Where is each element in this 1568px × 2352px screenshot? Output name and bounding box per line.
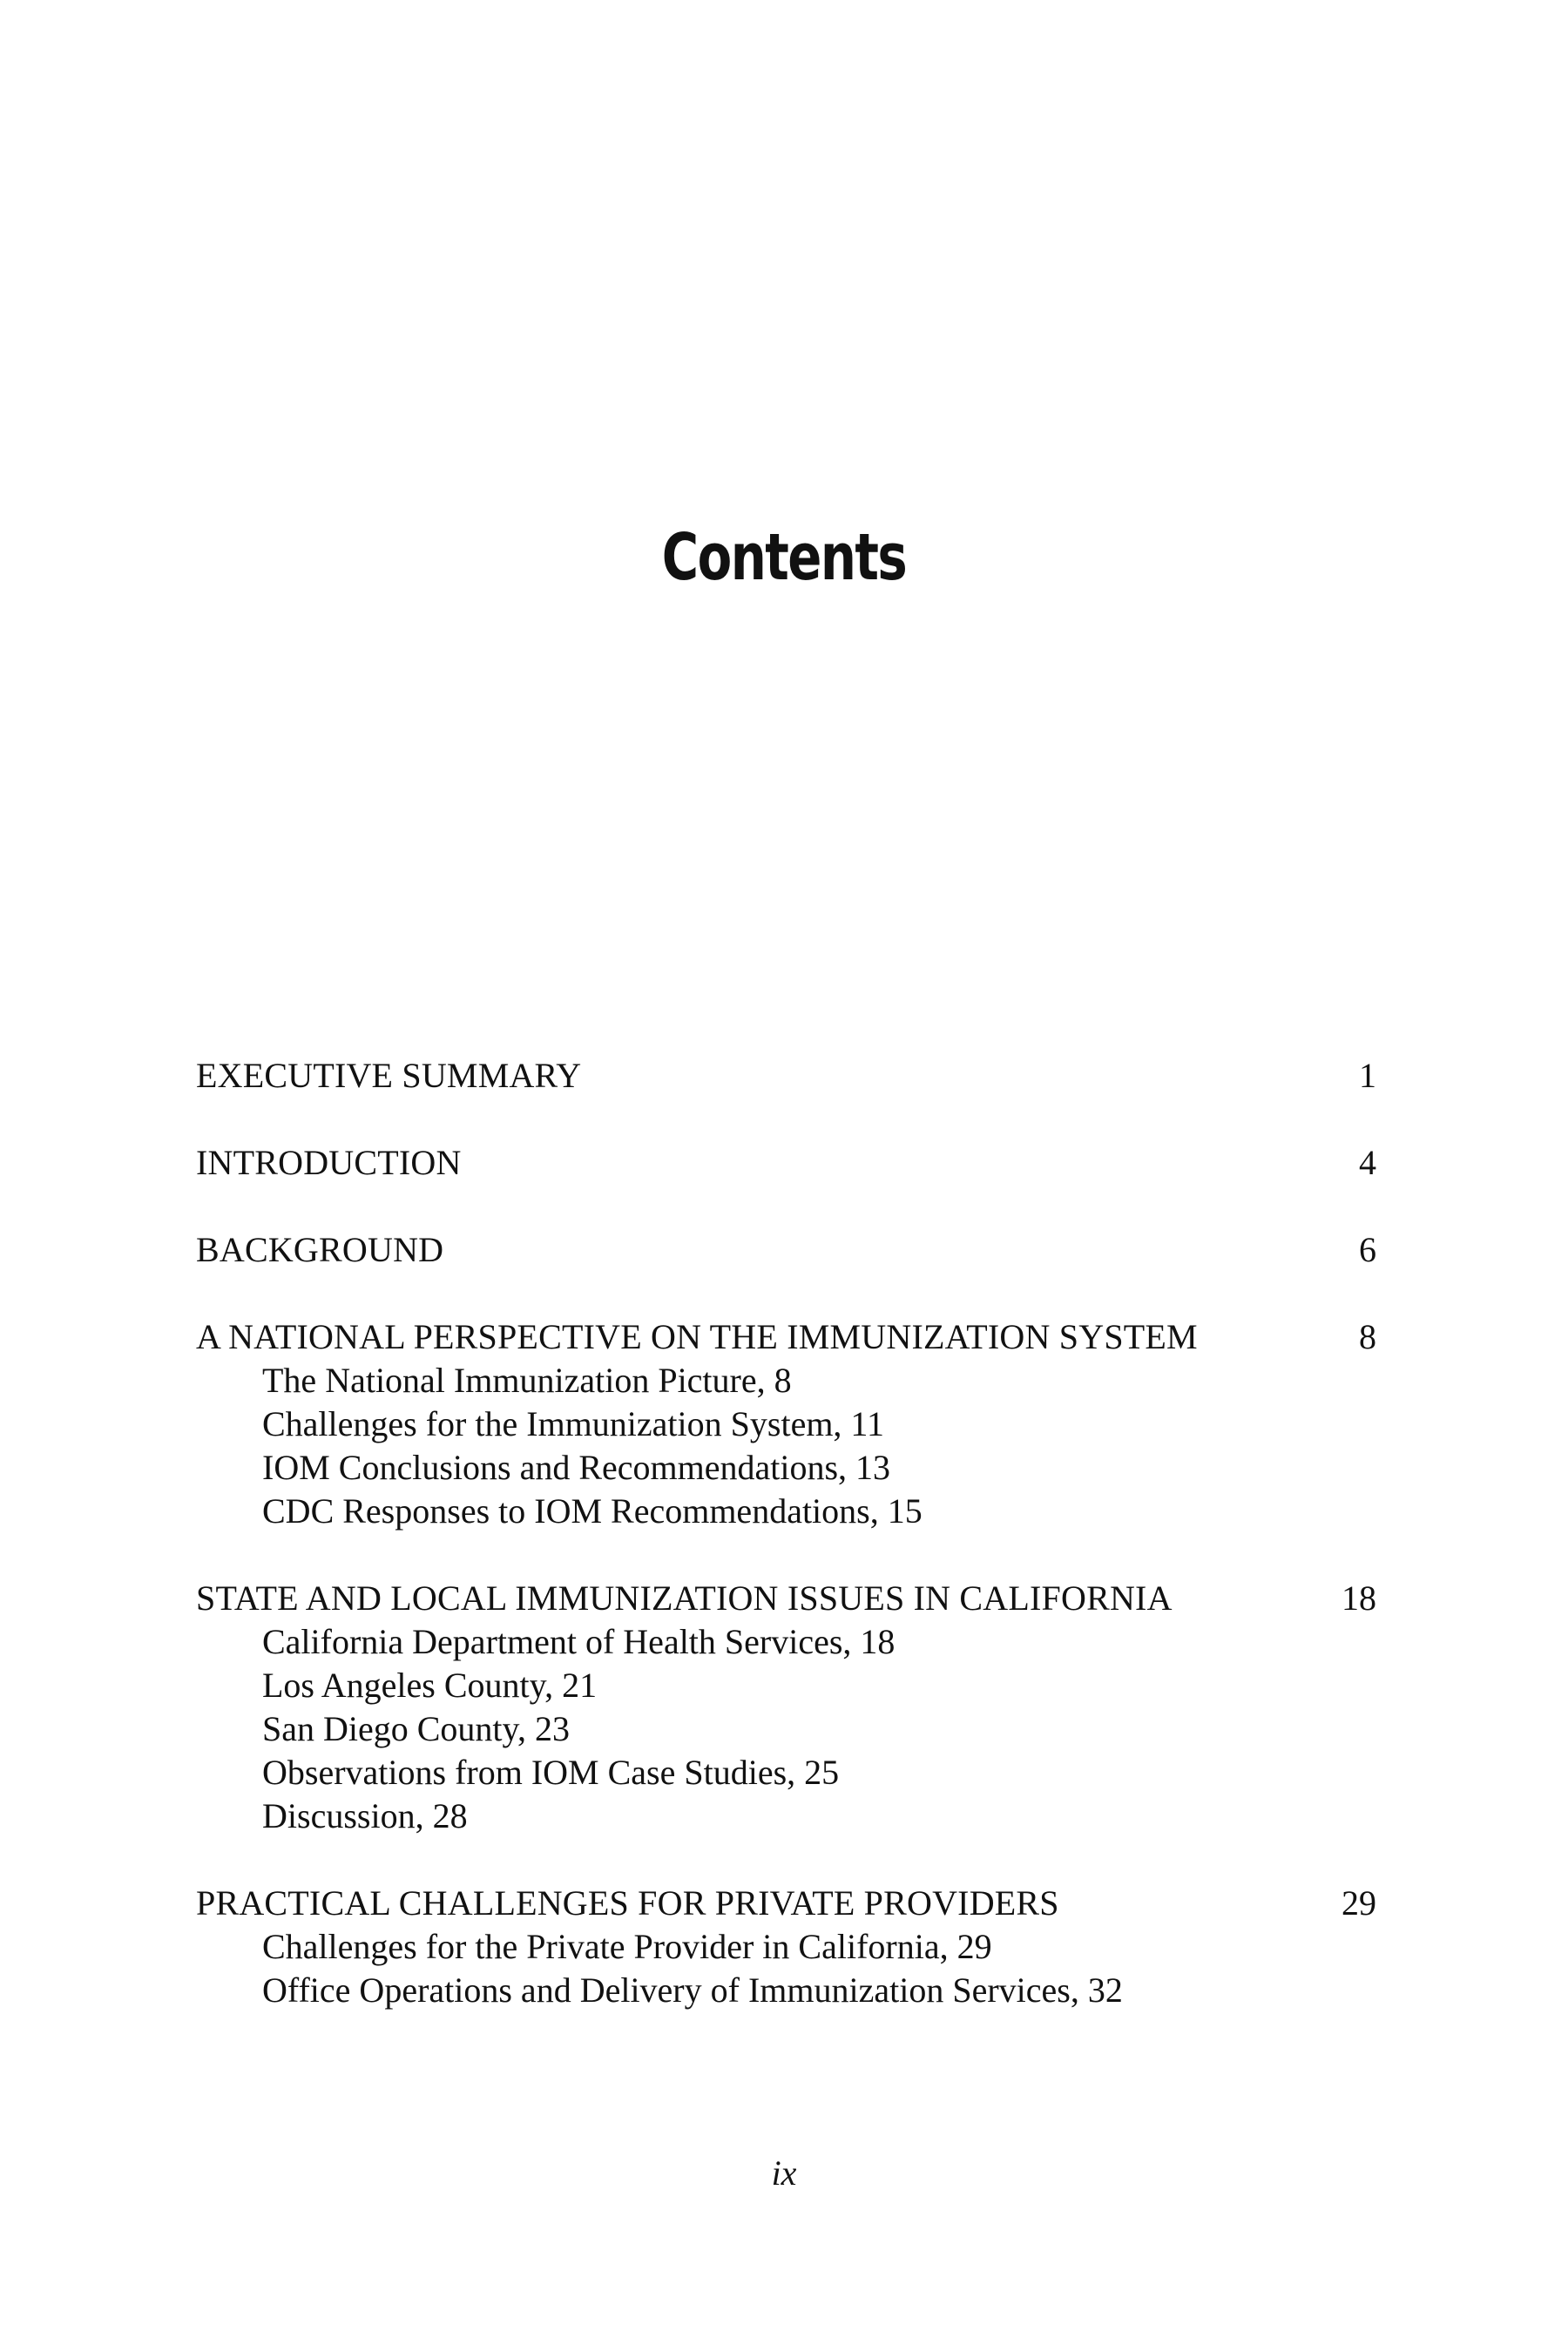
toc-section-background bbox=[196, 1228, 1376, 1272]
toc-entry[interactable] bbox=[196, 1577, 1376, 1620]
toc-heading: EXECUTIVE SUMMARY bbox=[196, 1056, 582, 1095]
toc-page-number: 4 bbox=[1359, 1143, 1376, 1182]
toc-heading: PRACTICAL CHALLENGES FOR PRIVATE PROVIDERS bbox=[196, 1883, 1059, 1923]
table-of-contents bbox=[196, 1054, 1376, 2056]
toc-subentry[interactable]: CDC Responses to IOM Recommendations, 15 bbox=[262, 1491, 923, 1531]
toc-heading: A NATIONAL PERSPECTIVE ON THE IMMUNIZATION SYSTEM bbox=[196, 1317, 1198, 1356]
toc-heading: INTRODUCTION bbox=[196, 1143, 462, 1182]
toc-entry[interactable] bbox=[196, 1882, 1376, 1925]
toc-subentry[interactable]: Office Operations and Delivery of Immunization Services, 32 bbox=[262, 1970, 1123, 2010]
toc-page-number: 29 bbox=[1342, 1883, 1376, 1923]
toc-section-state-local-issues bbox=[196, 1577, 1376, 1838]
toc-section-introduction bbox=[196, 1141, 1376, 1185]
toc-entry[interactable] bbox=[196, 1315, 1376, 1359]
toc-subentry[interactable]: The National Immunization Picture, 8 bbox=[262, 1361, 792, 1400]
toc-heading: STATE AND LOCAL IMMUNIZATION ISSUES IN CALIFORNIA bbox=[196, 1578, 1173, 1618]
toc-section-national-perspective bbox=[196, 1315, 1376, 1533]
toc-subentry[interactable]: IOM Conclusions and Recommendations, 13 bbox=[262, 1448, 891, 1487]
toc-page-number: 6 bbox=[1359, 1230, 1376, 1269]
toc-subentry[interactable]: San Diego County, 23 bbox=[262, 1709, 570, 1748]
page-folio: ix bbox=[771, 2153, 797, 2193]
toc-subentry[interactable]: Observations from IOM Case Studies, 25 bbox=[262, 1753, 840, 1792]
toc-entry[interactable] bbox=[196, 1141, 1376, 1185]
toc-subentry[interactable]: Discussion, 28 bbox=[262, 1796, 468, 1835]
toc-page-number: 18 bbox=[1342, 1578, 1376, 1618]
toc-subentry[interactable]: Challenges for the Private Provider in California, 29 bbox=[262, 1927, 992, 1966]
toc-page-number: 1 bbox=[1359, 1056, 1376, 1095]
toc-subentry[interactable]: California Department of Health Services, 18 bbox=[262, 1622, 896, 1661]
toc-entry[interactable] bbox=[196, 1054, 1376, 1098]
toc-heading: BACKGROUND bbox=[196, 1230, 444, 1269]
toc-subentry[interactable]: Challenges for the Immunization System, 11 bbox=[262, 1404, 884, 1443]
page-title: Contents bbox=[661, 520, 907, 595]
toc-entry[interactable] bbox=[196, 1228, 1376, 1272]
toc-subentry[interactable]: Los Angeles County, 21 bbox=[262, 1666, 598, 1705]
toc-section-executive-summary bbox=[196, 1054, 1376, 1098]
toc-page-number: 8 bbox=[1359, 1317, 1376, 1356]
toc-section-private-providers bbox=[196, 1882, 1376, 2012]
